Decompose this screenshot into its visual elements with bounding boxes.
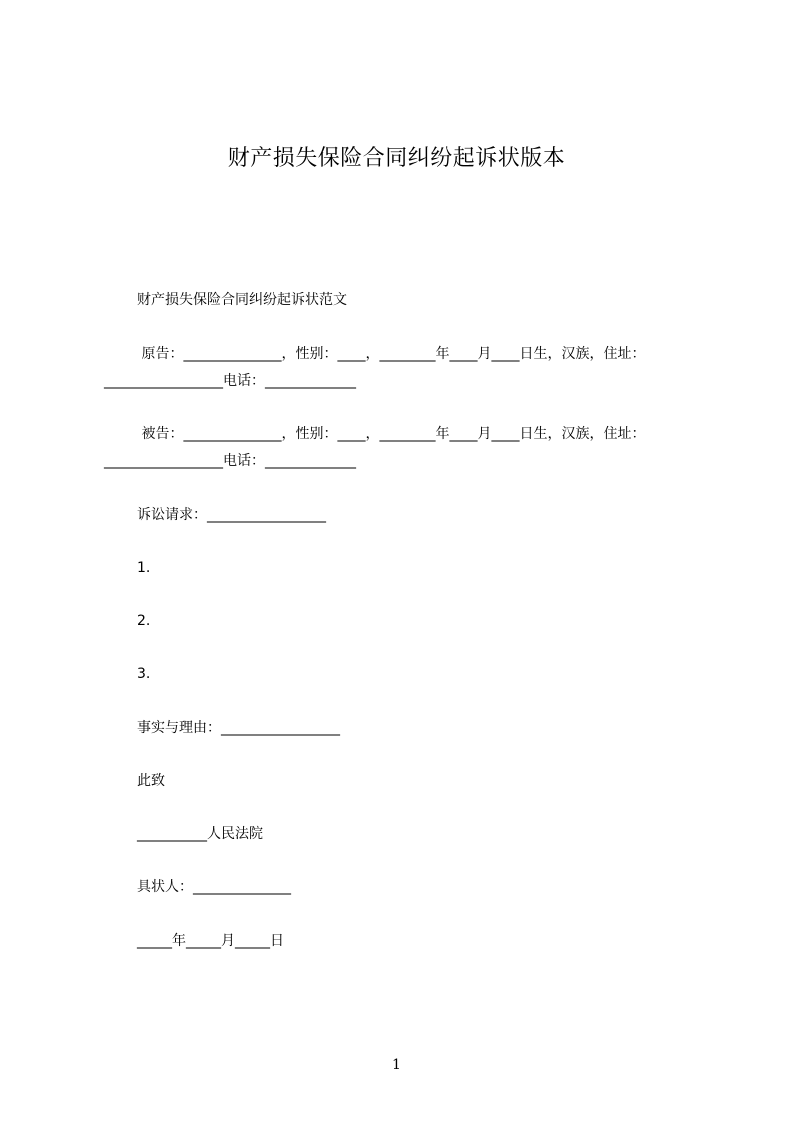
defendant-line-1: 被告：______________，性别：____，________年____月____日生，汉族，住址： (137, 426, 646, 442)
claim-item-3: 3. (137, 666, 151, 682)
plaintiff-line-1: 原告：______________，性别：____，________年____月____日生，汉族，住址： (137, 346, 646, 362)
defendant-line-2: _________________电话：_____________ (104, 453, 356, 469)
salutation: 此致 (137, 773, 165, 789)
claim-item-1: 1. (137, 560, 151, 576)
claims-label: 诉讼请求：_________________ (137, 507, 326, 523)
document-title: 财产损失保险合同纠纷起诉状版本 (227, 146, 566, 171)
signer-line: 具状人：______________ (137, 879, 291, 895)
document-subtitle: 财产损失保险合同纠纷起诉状范文 (137, 292, 347, 308)
claim-item-2: 2. (137, 613, 151, 629)
date-line: _____年_____月_____日 (137, 933, 284, 949)
plaintiff-line-2: _________________电话：_____________ (104, 373, 356, 389)
facts-label: 事实与理由：_________________ (137, 720, 340, 736)
page-number: 1 (392, 1057, 401, 1073)
court-line: __________人民法院 (137, 826, 263, 842)
